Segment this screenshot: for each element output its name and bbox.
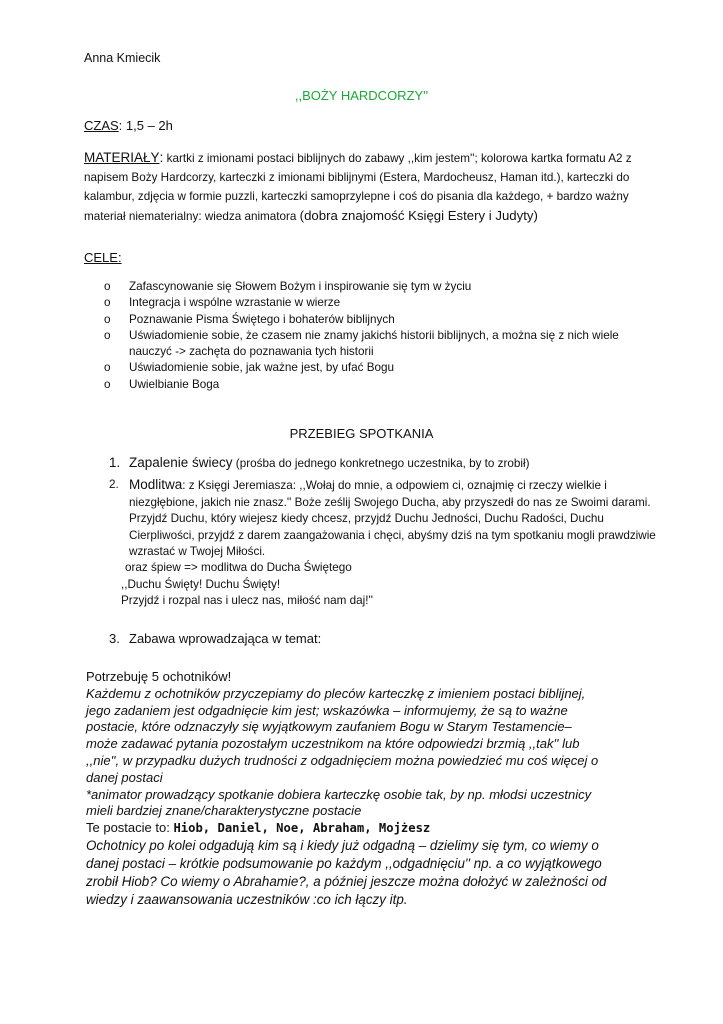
step-2	[104, 477, 664, 560]
section-heading: PRZEBIEG SPOTKANIA	[289, 426, 434, 441]
italic-line: mieli bardziej znane/charakterystyczne postacie	[86, 803, 362, 819]
bullet: o	[104, 361, 111, 375]
goals-heading: CELE:	[84, 250, 122, 265]
materials-colon: :	[159, 149, 164, 165]
italic-line: danej postaci	[86, 769, 163, 785]
bullet: o	[104, 280, 111, 293]
italic-line: ,,nie'', w przypadku dużych trudności z odgadnięciem można powiedzieć mu coś więcej o	[86, 752, 599, 768]
italic-line: jego zadaniem jest odgadnięcie kim jest; wskazówka – informujemy, że są to ważne	[86, 702, 568, 718]
step-lead: Zapalenie świecy	[129, 455, 233, 470]
italic-line: danej postaci – krótkie podsumowanie po każdym ,,odgadnięciu'' np. a co wyjątkowego	[86, 855, 602, 871]
step-lead: Modlitwa	[129, 477, 183, 493]
characters-names: Hiob, Daniel, Noe, Abraham, Mojżesz	[173, 821, 431, 836]
bullet: o	[104, 377, 111, 391]
italic-line: zrobił Hiob? Co wiemy o Abrahamie?, a później jeszcze można dołożyć w zależności od	[86, 873, 607, 889]
step-3	[109, 631, 321, 646]
author-name: Anna Kmiecik	[84, 51, 161, 65]
time-value: : 1,5 – 2h	[118, 118, 173, 133]
italic-line: *animator prowadzący spotkanie dobiera karteczkę osobie tak, by np. młodsi uczestnicy	[86, 786, 592, 802]
goal-item: o Uświadomienie sobie, jak ważne jest, by ufać Bogu	[104, 360, 644, 376]
characters-label: Te postacie to:	[86, 820, 174, 836]
italic-line: Ochotnicy po kolei odgadują kim są i kiedy już odgadną – dzielimy się tym, co wiemy o	[86, 837, 599, 853]
italic-line: może zadawać pytania pozostałym uczestnikom na które odpowiedzi brzmią ,,tak'' lub	[86, 736, 580, 752]
goal-item: o Uwielbianie Boga	[104, 377, 644, 393]
step-text: Zabawa wprowadzająca w temat:	[129, 631, 322, 646]
materials-label: MATERIAŁY	[84, 150, 160, 165]
goal-item: o Integracja i wspólne wzrastanie w wierze	[104, 295, 644, 311]
step-number: 2.	[109, 478, 119, 492]
volunteers-line: Potrzebuję 5 ochotników!	[86, 669, 232, 684]
document-title: ,,BOŻY HARDCORZY''	[294, 88, 429, 103]
italic-line: postacie, które odznaczyły się wyjątkowym zaufaniem Bogu w Starym Testamencie–	[86, 719, 572, 735]
time-label: CZAS	[84, 118, 119, 133]
italic-line: wiedzy i zaawansowania uczestników :co ich łączy itp.	[86, 891, 408, 907]
bullet: o	[104, 328, 111, 342]
step-number: 3.	[109, 631, 120, 646]
time-line	[84, 118, 173, 133]
step-2-line: oraz śpiew => modlitwa do Ducha Świętego	[125, 561, 352, 575]
step-2-line: Przyjdź i rozpal nas i ulecz nas, miłość nam daj!''	[121, 594, 373, 608]
materials-tail: (dobra znajomość Księgi Estery i Judyty)	[299, 208, 538, 223]
goal-item: o Zafascynowanie się Słowem Bożym i inspirowanie się tym w życiu	[104, 279, 644, 295]
step-number: 1.	[109, 455, 121, 470]
activity-description	[86, 669, 656, 909]
step-1	[104, 455, 664, 472]
bullet: o	[104, 312, 111, 326]
italic-line: Każdemu z ochotników przyczepiamy do pleców karteczkę z imieniem postaci biblijnej,	[86, 685, 586, 701]
steps-list	[104, 455, 664, 610]
characters-line	[86, 820, 656, 837]
goal-item: o Uświadomienie sobie, że czasem nie znamy jakichś historii biblijnych, a można się z nich wiele nauczyć -> zachęta do poznawania tych historii	[104, 328, 619, 359]
bullet: o	[104, 296, 111, 310]
step-text: : z Księgi Jeremiasza: ,,Wołaj do mnie, a odpowiem ci, oznajmię ci rzeczy wielkie i niezgłębione, jakich nie znasz.'' Boże ześlij Swojego Ducha, aby przyszedł do nas ze Swoimi darami. Przyjdź Duchu, który wiejesz kiedy chcesz, przyjdź Duchu Jedności, Duchu Radości, Duchu Cierpliwości, przyjdź z darem zaangażowania i chęci, abyśmy dziś na tym spotkaniu mogli prawdziwie wzrastać w Twojej Miłości.	[129, 479, 656, 559]
step-2-line: ,,Duchu Święty! Duchu Święty!	[121, 577, 281, 591]
materials-text: kartki z imionami postaci biblijnych do zabawy ,,kim jestem''; kolorowa kartka formatu A2 z napisem Boży Hardcorzy, karteczki z imionami biblijnymi (Estera, Mardocheusz, Haman itd.), karteczki do kalambur, zdjęcia w formie puzzli, karteczki samoprzylepne i coś do pisania dla każdego, + bardzo ważny materiał niematerialny: wiedza animatora	[84, 152, 632, 223]
step-text: (prośba do jednego konkretnego uczestnika, by to zrobił)	[232, 457, 530, 470]
goals-list	[104, 279, 644, 393]
materials-paragraph	[84, 148, 644, 226]
goal-item: o Poznawanie Pisma Świętego i bohaterów biblijnych	[104, 312, 644, 328]
